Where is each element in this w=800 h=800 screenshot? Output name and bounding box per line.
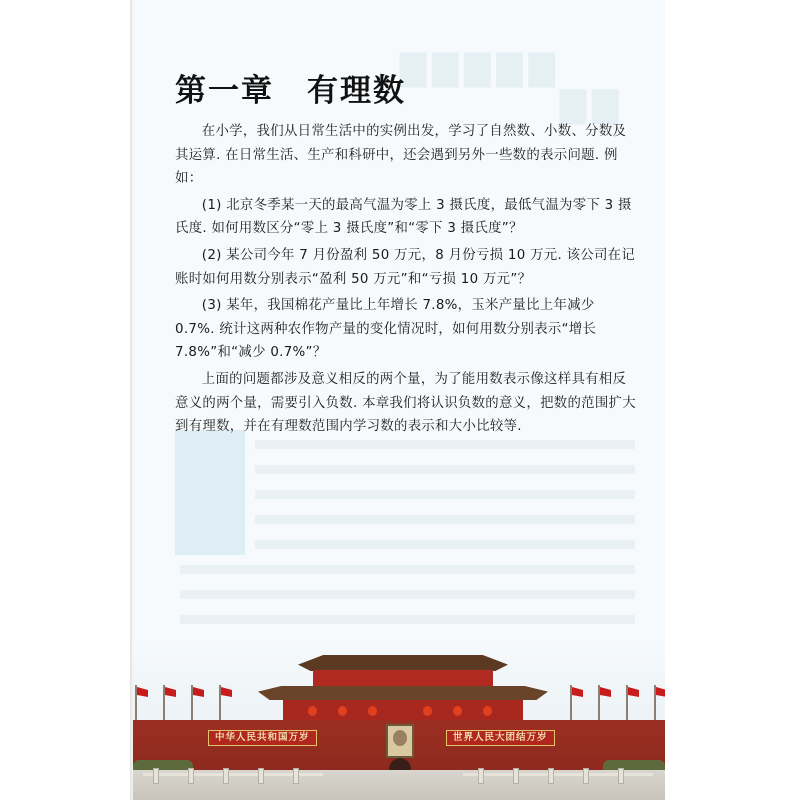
show-through-mark: ▇▇ bbox=[560, 85, 625, 125]
portrait bbox=[386, 724, 414, 758]
lantern bbox=[368, 706, 377, 716]
intro-paragraph: 在小学，我们从日常生活中的实例出发，学习了自然数、小数、分数及其运算. 在日常生活、生产和科研中，还会遇到另外一些数的表示问题. 例如： bbox=[175, 124, 627, 187]
show-through-image bbox=[175, 430, 245, 555]
show-through-line bbox=[255, 490, 635, 499]
railing-post bbox=[293, 768, 299, 784]
show-through-heading: ▇▇▇▇▇ bbox=[400, 48, 561, 88]
lantern bbox=[483, 706, 492, 716]
summary-paragraph: 上面的问题都涉及意义相反的两个量，为了能用数表示像这样具有相反意义的两个量，需要引入负数. 本章我们将认识负数的意义，把数的范围扩大到有理数，并在有理数范围内学习数的表示和大小比较等. bbox=[175, 371, 636, 435]
railing-post bbox=[258, 768, 264, 784]
upper-hall-wall bbox=[313, 670, 493, 688]
show-through-line bbox=[255, 465, 635, 474]
example-2-paragraph: (2) 某公司今年 7 月份盈利 50 万元，8 月份亏损 10 万元. 该公司在记账时如何用数分别表示“盈利 50 万元”和“亏损 10 万元”？ bbox=[175, 247, 636, 287]
show-through-line bbox=[255, 515, 635, 524]
show-through-line bbox=[255, 540, 635, 549]
railing-post bbox=[188, 768, 194, 784]
railing-post bbox=[548, 768, 554, 784]
show-through-line bbox=[180, 590, 635, 599]
lower-roof bbox=[258, 686, 548, 700]
show-through-line bbox=[255, 440, 635, 449]
lantern bbox=[338, 706, 347, 716]
lantern bbox=[308, 706, 317, 716]
chapter-intro bbox=[175, 120, 637, 439]
lantern bbox=[453, 706, 462, 716]
slogan-banner-right: 世界人民大团结万岁 bbox=[446, 730, 555, 746]
show-through-line bbox=[180, 565, 635, 574]
railing-post bbox=[513, 768, 519, 784]
railing-post bbox=[478, 768, 484, 784]
railing-post bbox=[618, 768, 624, 784]
bridge-railing bbox=[463, 773, 653, 776]
tiananmen-illustration bbox=[133, 640, 665, 800]
slogan-banner-left: 中华人民共和国万岁 bbox=[208, 730, 317, 746]
example-1-paragraph: (1) 北京冬季某一天的最高气温为零上 3 摄氏度，最低气温为零下 3 摄氏度. 如何用数区分“零上 3 摄氏度”和“零下 3 摄氏度”？ bbox=[175, 197, 632, 237]
chapter-title: 第一章 有理数 bbox=[175, 72, 406, 109]
railing-post bbox=[153, 768, 159, 784]
railing-post bbox=[223, 768, 229, 784]
example-3-paragraph: (3) 某年，我国棉花产量比上年增长 7.8%，玉米产量比上年减少 0.7%. 统计这两种农作物产量的变化情况时，如何用数分别表示“增长 7.8%”和“减少 0.7%”？ bbox=[175, 298, 597, 361]
show-through-line bbox=[180, 615, 635, 624]
railing-post bbox=[583, 768, 589, 784]
upper-roof bbox=[298, 655, 508, 671]
lantern bbox=[423, 706, 432, 716]
